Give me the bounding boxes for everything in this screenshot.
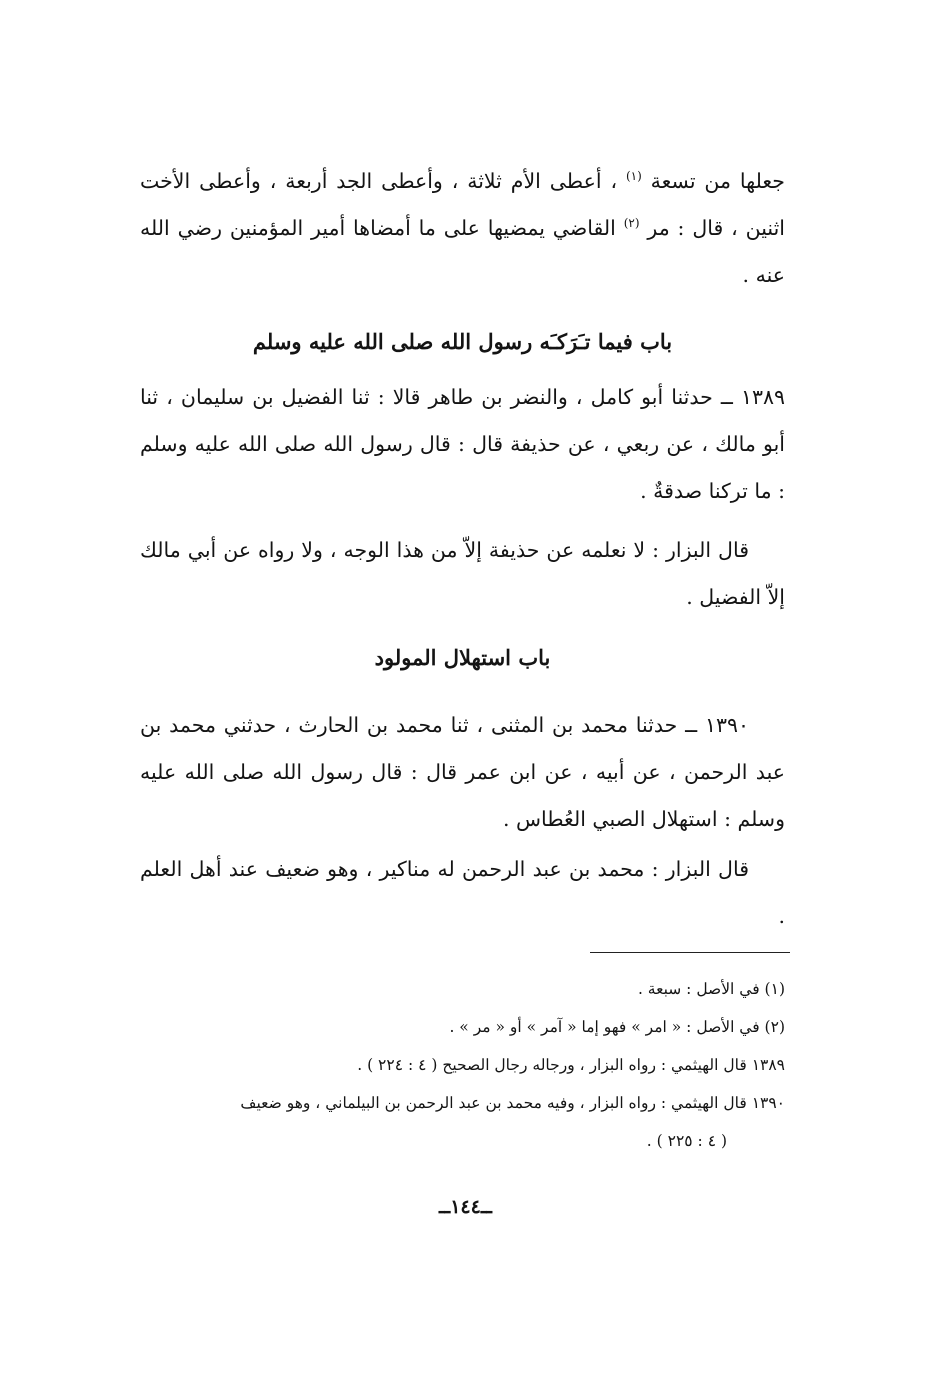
footnote-3: ١٣٨٩ قال الهيثمي : رواه البزار ، ورجاله رجال الصحيح ( ٤ : ٢٢٤ ) . (357, 1056, 785, 1074)
comment-1390-block (140, 846, 785, 940)
hadith-1390-block (140, 702, 785, 843)
hadith-1389-block (140, 374, 785, 515)
footnote-divider (590, 952, 790, 953)
comment-1389: قال البزار : لا نعلمه عن حذيفة إلاّ من هذا الوجه ، ولا رواه عن أبي مالك إلاّ الفضيل . (140, 538, 785, 609)
footnote-1: (١) في الأصل : سبعة . (637, 980, 785, 998)
hadith-1389: ١٣٨٩ ــ حدثنا أبو كامل ، والنضر بن طاهر قالا : ثنا الفضيل بن سليمان ، ثنا أبو مالك ، عن ربعي ، عن حذيفة قال : قال رسول الله صلى الله عليه وسلم : ما تركنا صدقةٌ . (140, 385, 785, 503)
section-heading-2: باب استهلال المولود (374, 645, 551, 670)
intro-text (140, 158, 785, 299)
footnote-ref-2: (٢) (623, 216, 640, 231)
footnotes (140, 970, 785, 1160)
hadith-1390: ١٣٩٠ ــ حدثنا محمد بن المثنى ، ثنا محمد بن الحارث ، حدثني محمد بن عبد الرحمن ، عن أبيه ، عن ابن عمر قال : قال رسول الله صلى الله عليه وسلم : استهلال الصبي العُطاس . (140, 713, 785, 831)
intro-part-2: ، أعطى الأم ثلاثة ، وأعطى الجد أربعة ، وأعطى الأخت اثنين ، قال : مر (140, 169, 785, 240)
footnote-4: ١٣٩٠ قال الهيثمي : رواه البزار ، وفيه محمد بن عبد الرحمن بن البيلماني ، وهو ضعيف (240, 1094, 785, 1112)
intro-part-1: جعلها من تسعة (650, 169, 785, 193)
comment-1390: قال البزار : محمد بن عبد الرحمن له مناكير ، وهو ضعيف عند أهل العلم . (140, 857, 785, 928)
comment-1389-block (140, 527, 785, 621)
footnote-4-continuation: ( ٤ : ٢٢٥ ) . (646, 1132, 727, 1150)
intro-part-3: القاضي يمضيها على ما أمضاها أمير المؤمنين رضي الله عنه . (140, 216, 785, 287)
footnote-2: (٢) في الأصل : « امر » فهو إما « آمر » أو « مر » . (449, 1018, 785, 1036)
section-heading-1: باب فيما تـَرَكـَه رسول الله صلى الله عليه وسلم (252, 329, 673, 354)
footnote-ref-1: (١) (625, 169, 642, 184)
intro-paragraph (140, 158, 785, 299)
page-number: ــ١٤٤ــ (439, 1196, 492, 1218)
